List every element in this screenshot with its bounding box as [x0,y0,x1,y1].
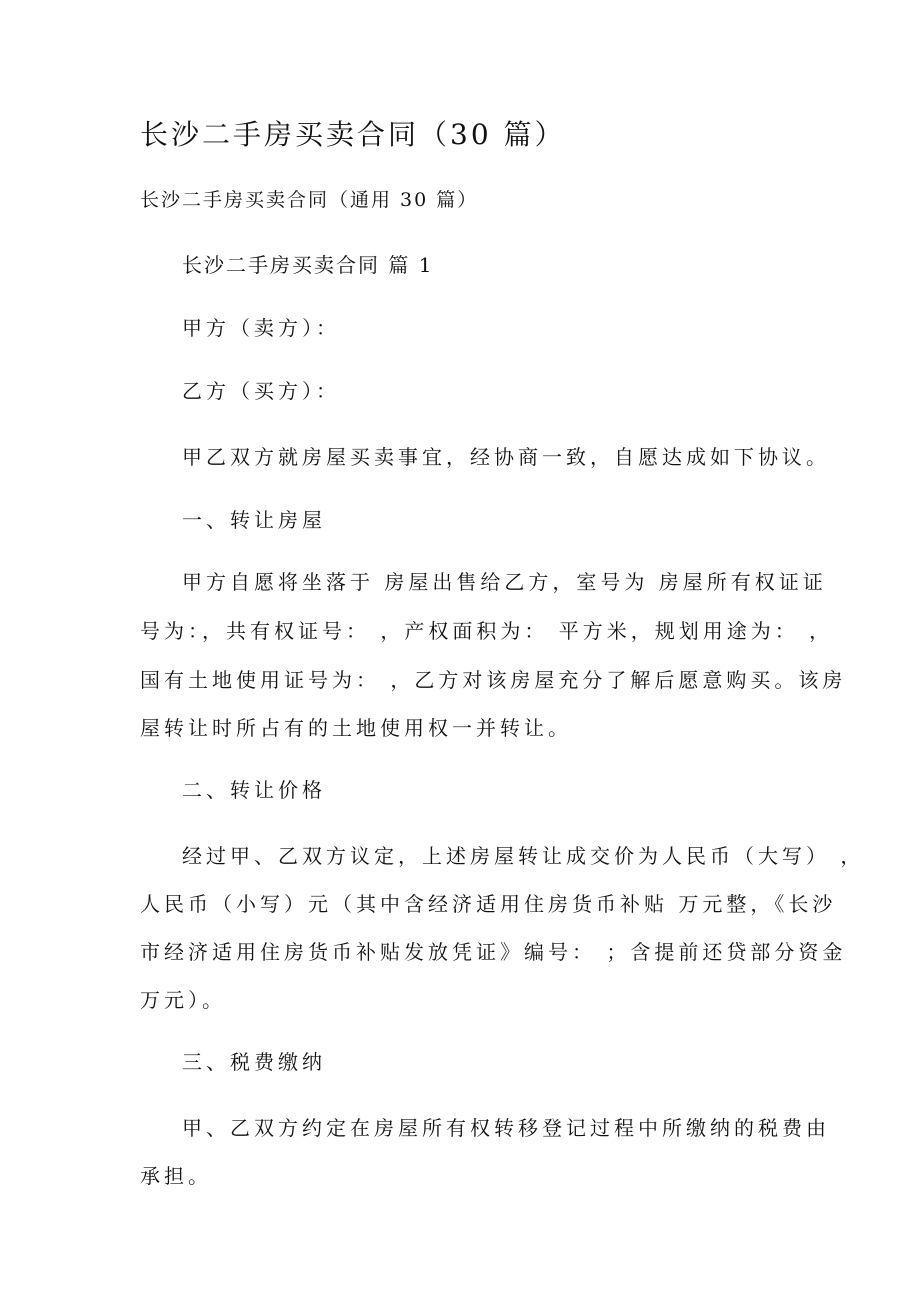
clause-2-heading: 二、转让价格 [182,778,326,802]
document-subtitle: 长沙二手房买卖合同（通用 30 篇） [140,189,479,211]
clause-1-line: 屋转让时所占有的土地使用权一并转让。 [140,716,572,740]
party-a: 甲方（卖方）： [182,316,340,340]
party-b: 乙方（买方）： [182,379,340,403]
clause-3-line: 甲、乙双方约定在房屋所有权转移登记过程中所缴纳的税费由 [182,1116,830,1140]
clause-1-heading: 一、转让房屋 [182,508,326,532]
clause-1-line: 甲方自愿将坐落于 房屋出售给乙方，室号为 房屋所有权证证 [182,570,827,594]
clause-2-line: 万元）。 [140,988,226,1012]
document-title: 长沙二手房买卖合同（30 篇） [140,118,566,151]
clause-3-line: 承担。 [140,1164,212,1188]
clause-1-line: 号为：，共有权证号： ，产权面积为： 平方米，规划用途为： ， [140,619,834,643]
intro-paragraph: 甲乙双方就房屋买卖事宜，经协商一致，自愿达成如下协议。 [182,445,830,469]
clause-2-line: 经过甲、乙双方议定，上述房屋转让成交价为人民币（大写） ， [182,844,865,868]
clause-2-line: 市经济适用住房货币补贴发放凭证》编号： ；含提前还贷部分资金 [140,940,847,964]
clause-3-heading: 三、税费缴纳 [182,1050,326,1074]
section-heading: 长沙二手房买卖合同 篇 1 [182,253,434,277]
clause-2-line: 人民币（小写）元（其中含经济适用住房货币补贴 万元整，《长沙 [140,892,837,916]
clause-1-line: 国有土地使用证号为： ，乙方对该房屋充分了解后愿意购买。该房 [140,668,847,692]
